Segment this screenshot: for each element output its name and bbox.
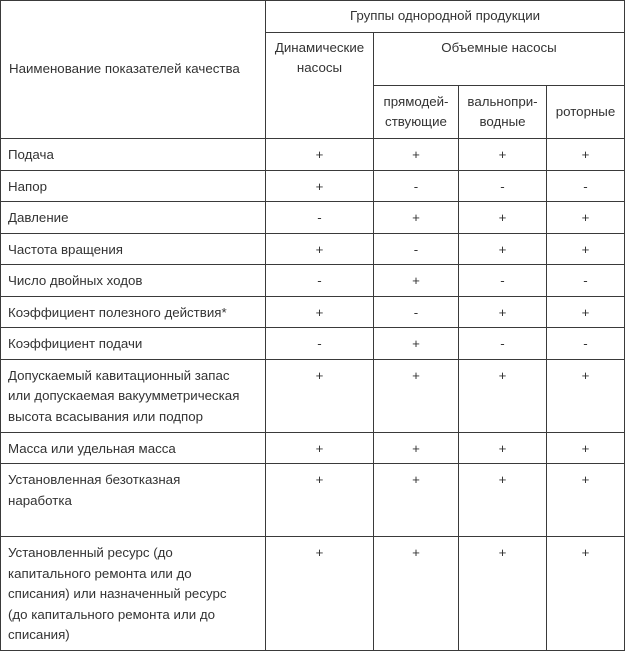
applicability-mark: + <box>374 328 459 360</box>
applicability-mark: + <box>374 359 459 432</box>
table-row <box>1 139 625 171</box>
indicator-name-line: Коэффициент полезного действия* <box>8 304 227 320</box>
applicability-mark: + <box>374 202 459 234</box>
table-row <box>1 464 625 537</box>
applicability-mark: + <box>547 202 625 234</box>
applicability-mark: + <box>374 265 459 297</box>
applicability-mark: + <box>266 359 374 432</box>
table-row <box>1 328 625 360</box>
applicability-mark: + <box>547 537 625 651</box>
header-reciprocating <box>374 86 459 139</box>
indicator-name-line: или допускаемая вакуумметрическая <box>8 388 240 403</box>
applicability-mark: + <box>266 139 374 171</box>
table-row <box>1 537 625 651</box>
indicator-name-cell <box>1 432 266 464</box>
applicability-mark: + <box>266 464 374 537</box>
applicability-mark: - <box>374 233 459 265</box>
applicability-mark: + <box>459 537 547 651</box>
indicator-name-line: списания) <box>8 627 70 642</box>
header-product-groups: Группы однородной продукции <box>266 1 625 33</box>
applicability-mark: + <box>459 464 547 537</box>
indicator-name-cell <box>1 233 266 265</box>
table-row <box>1 359 625 432</box>
indicator-name-line: Установленная безотказная <box>8 472 181 487</box>
applicability-mark: + <box>459 432 547 464</box>
applicability-mark: - <box>547 265 625 297</box>
table-row <box>1 296 625 328</box>
indicator-name-cell <box>1 537 266 651</box>
table-body <box>1 139 625 651</box>
applicability-mark: - <box>374 296 459 328</box>
applicability-mark: + <box>374 537 459 651</box>
applicability-mark: + <box>547 464 625 537</box>
applicability-mark: - <box>374 170 459 202</box>
header-dynamic-pumps <box>266 33 374 139</box>
table-row <box>1 170 625 202</box>
indicator-name-cell <box>1 265 266 297</box>
table-row <box>1 233 625 265</box>
applicability-mark: + <box>459 233 547 265</box>
indicator-name-line: наработка <box>8 492 72 508</box>
applicability-mark: + <box>266 537 374 651</box>
indicator-name-line: высота всасывания или подпор <box>8 408 204 424</box>
table-row <box>1 202 625 234</box>
indicator-name-line: Допускаемый кавитационный запас <box>8 367 230 383</box>
applicability-mark: - <box>266 328 374 360</box>
indicator-name-line: Число двойных ходов <box>8 273 143 288</box>
applicability-mark: + <box>266 296 374 328</box>
applicability-mark: + <box>374 139 459 171</box>
table-row <box>1 432 625 464</box>
header-shaft-driven-line: водные <box>479 114 526 129</box>
applicability-mark: + <box>547 233 625 265</box>
header-rotary: роторные <box>547 86 625 139</box>
indicator-name-cell <box>1 139 266 171</box>
applicability-mark: + <box>266 233 374 265</box>
applicability-mark: + <box>547 432 625 464</box>
header-reciprocating-line: ствующие <box>385 114 447 129</box>
applicability-mark: - <box>266 202 374 234</box>
indicator-name-line: Давление <box>8 210 69 225</box>
indicator-name-cell <box>1 202 266 234</box>
header-reciprocating-line: прямодей- <box>383 94 449 109</box>
header-dynamic-pumps-line: Динамические <box>274 40 365 55</box>
indicator-name-line: Подача <box>8 147 54 162</box>
applicability-mark: - <box>547 328 625 360</box>
applicability-mark: + <box>459 296 547 328</box>
applicability-mark: - <box>459 170 547 202</box>
indicator-name-line: Частота вращения <box>8 241 123 257</box>
indicator-name-line: Напор <box>8 178 47 194</box>
applicability-mark: + <box>459 139 547 171</box>
applicability-mark: - <box>459 265 547 297</box>
applicability-mark: + <box>374 464 459 537</box>
table-row <box>1 265 625 297</box>
indicator-name-line: Коэффициент подачи <box>8 336 143 351</box>
header-volumetric-pumps: Объемные насосы <box>374 33 625 86</box>
applicability-mark: + <box>266 170 374 202</box>
header-shaft-driven <box>459 86 547 139</box>
header-dynamic-pumps-line: насосы <box>296 60 343 75</box>
indicator-name-cell <box>1 464 266 537</box>
indicator-name-line: Масса или удельная масса <box>8 440 176 456</box>
applicability-mark: + <box>547 359 625 432</box>
applicability-mark: + <box>547 139 625 171</box>
indicator-name-cell <box>1 170 266 202</box>
indicator-name-line: Установленный ресурс (до <box>8 545 173 560</box>
header-shaft-driven-line: вальнопри- <box>467 94 538 109</box>
indicator-name-line: капитального ремонта или до <box>8 565 192 581</box>
indicator-name-line: (до капитального ремонта или до <box>8 606 215 622</box>
applicability-mark: + <box>266 432 374 464</box>
applicability-mark: + <box>547 296 625 328</box>
applicability-mark: + <box>459 359 547 432</box>
applicability-mark: - <box>459 328 547 360</box>
header-quality-indicators: Наименование показателей качества <box>1 1 266 139</box>
indicator-name-cell <box>1 296 266 328</box>
applicability-mark: - <box>547 170 625 202</box>
applicability-mark: + <box>374 432 459 464</box>
indicator-name-cell <box>1 328 266 360</box>
applicability-mark: - <box>266 265 374 297</box>
indicator-name-line: списания) или назначенный ресурс <box>8 586 227 601</box>
indicator-name-cell <box>1 359 266 432</box>
applicability-mark: + <box>459 202 547 234</box>
